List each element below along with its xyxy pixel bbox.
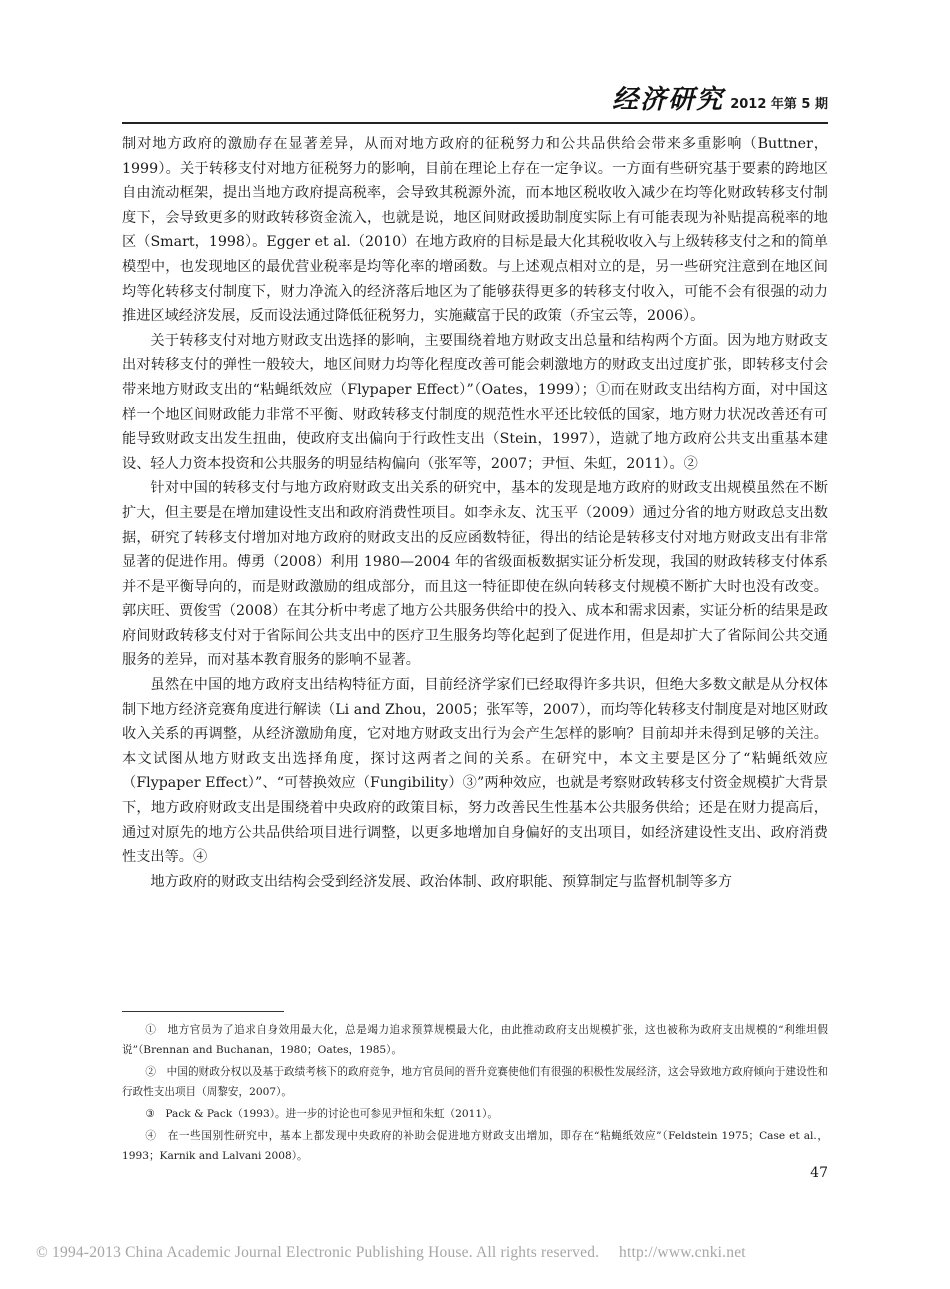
journal-logo: 经济研究 (612, 85, 725, 115)
journal-masthead (612, 79, 828, 116)
paragraph: 虽然在中国的地方政府支出结构特征方面，目前经济学家们已经取得许多共识，但绝大多数文献是从分权体制下地方经济竞赛角度进行解读（Li and Zhou，2005；张军等，2007），而均等化转移支付制度是对地区财政收入关系的再调整，从经济激励角度，它对地方财政支出行为会产生怎样的影响？目前却并未得到足够的关注。本文试图从地方财政支出选择角度，探讨这两者之间的关系。在研究中，本文主要是区分了“粘蝇纸效应（Flypaper Effect）”、“可替换效应（Fungibility）③”两种效应，也就是考察财政转移支付资金规模扩大背景下，地方政府财政支出是围绕着中央政府的政策目标，努力改善民生性基本公共服务供给；还是在财力提高后，通过对原先的地方公共品供给项目进行调整，以更多地增加自身偏好的支出项目，如经济建设性支出、政府消费性支出等。④ (122, 677, 828, 866)
footnote: ② 中国的财政分权以及基于政绩考核下的政府竞争，地方官员间的晋升竞赛使他们有很强的积极性发展经济，这会导致地方政府倾向于建设性和行政性支出项目（周黎安，2007）。 (122, 1066, 828, 1098)
paragraph: 地方政府的财政支出结构会受到经济发展、政治体制、政府职能、预算制定与监督机制等多方 (150, 873, 733, 890)
paragraph: 针对中国的转移支付与地方政府财政支出关系的研究中，基本的发现是地方政府的财政支出规模虽然在不断扩大，但主要是在增加建设性支出和政府消费性项目。如李永友、沈玉平（2009）通过分省的地方财政总支出数据，研究了转移支付增加对地方政府的财政支出的反应函数特征，得出的结论是转移支付对地方财政支出有非常显著的促进作用。傅勇（2008）利用 1980—2004 年的省级面板数据实证分析发现，我国的财政转移支付体系并不是平衡导向的，而是财政激励的组成部分，而且这一特征即使在纵向转移支付规模不断扩大时也没有改变。郭庆旺、贾俊雪（2008）在其分析中考虑了地方公共服务供给中的投入、成本和需求因素，实证分析的结果是政府间财政转移支付对于省际间公共支出中的医疗卫生服务均等化起到了促进作用，但是却扩大了省际间公共交通服务的差异，而对基本教育服务的影响不显著。 (122, 480, 828, 669)
page-number: 47 (810, 1165, 828, 1181)
body-text (122, 132, 828, 894)
running-header (122, 82, 828, 124)
footnote: ③ Pack & Pack（1993）。进一步的讨论也可参见尹恒和朱虹（2011）。 (145, 1108, 498, 1120)
footnote: ④ 在一些国别性研究中，基本上都发现中央政府的补助会促进地方财政支出增加，即存在“粘蝇纸效应”（Feldstein 1975；Case et al.，1993；Karnik and Lalvani 2008）。 (122, 1130, 828, 1162)
copyright-watermark: © 1994-2013 China Academic Journal Electronic Publishing House. All rights reserved. http://www.cnki.net (36, 1244, 746, 1261)
footnote: ① 地方官员为了追求自身效用最大化，总是竭力追求预算规模最大化，由此推动政府支出规模扩张，这也被称为政府支出规模的“利维坦假说”（Brennan and Buchanan，1980；Oates，1985）。 (122, 1024, 828, 1056)
footnotes (122, 1020, 828, 1168)
paragraph: 关于转移支付对地方财政支出选择的影响，主要围绕着地方财政支出总量和结构两个方面。因为地方财政支出对转移支付的弹性一般较大，地区间财力均等化程度改善可能会刺激地方的财政支出过度扩张，即转移支付会带来地方财政支出的“粘蝇纸效应（Flypaper Effect）”（Oates，1999）；①而在财政支出结构方面，对中国这样一个地区间财政能力非常不平衡、财政转移支付制度的规范性水平还比较低的国家，地方财力状况改善还有可能导致财政支出发生扭曲，使政府支出偏向于行政性支出（Stein，1997），造就了地方政府公共支出重基本建设、轻人力资本投资和公共服务的明显结构偏向（张军等，2007；尹恒、朱虹，2011）。② (122, 332, 828, 472)
paragraph: 制对地方政府的激励存在显著差异，从而对地方政府的征税努力和公共品供给会带来多重影响（Buttner，1999）。关于转移支付对地方征税努力的影响，目前在理论上存在一定争议。一方面有些研究基于要素的跨地区自由流动框架，提出当地方政府提高税率，会导致其税源外流，而本地区税收收入减少在均等化财政转移支付制度下，会导致更多的财政转移资金流入，也就是说，地区间财政援助制度实际上有可能表现为补贴提高税率的地区（Smart，1998）。Egger et al.（2010）在地方政府的目标是最大化其税收收入与上级转移支付之和的简单模型中，也发现地区的最优营业税率是均等化率的增函数。与上述观点相对立的是，另一些研究注意到在地区间均等化转移支付制度下，财力净流入的经济落后地区为了能够获得更多的转移支付收入，可能不会有很强的动力推进区域经济发展，反而设法通过降低征税努力，实施藏富于民的政策（乔宝云等，2006）。 (122, 136, 828, 325)
issue-label: 2012 年第 5 期 (730, 97, 828, 112)
footnote-divider (122, 1011, 284, 1012)
